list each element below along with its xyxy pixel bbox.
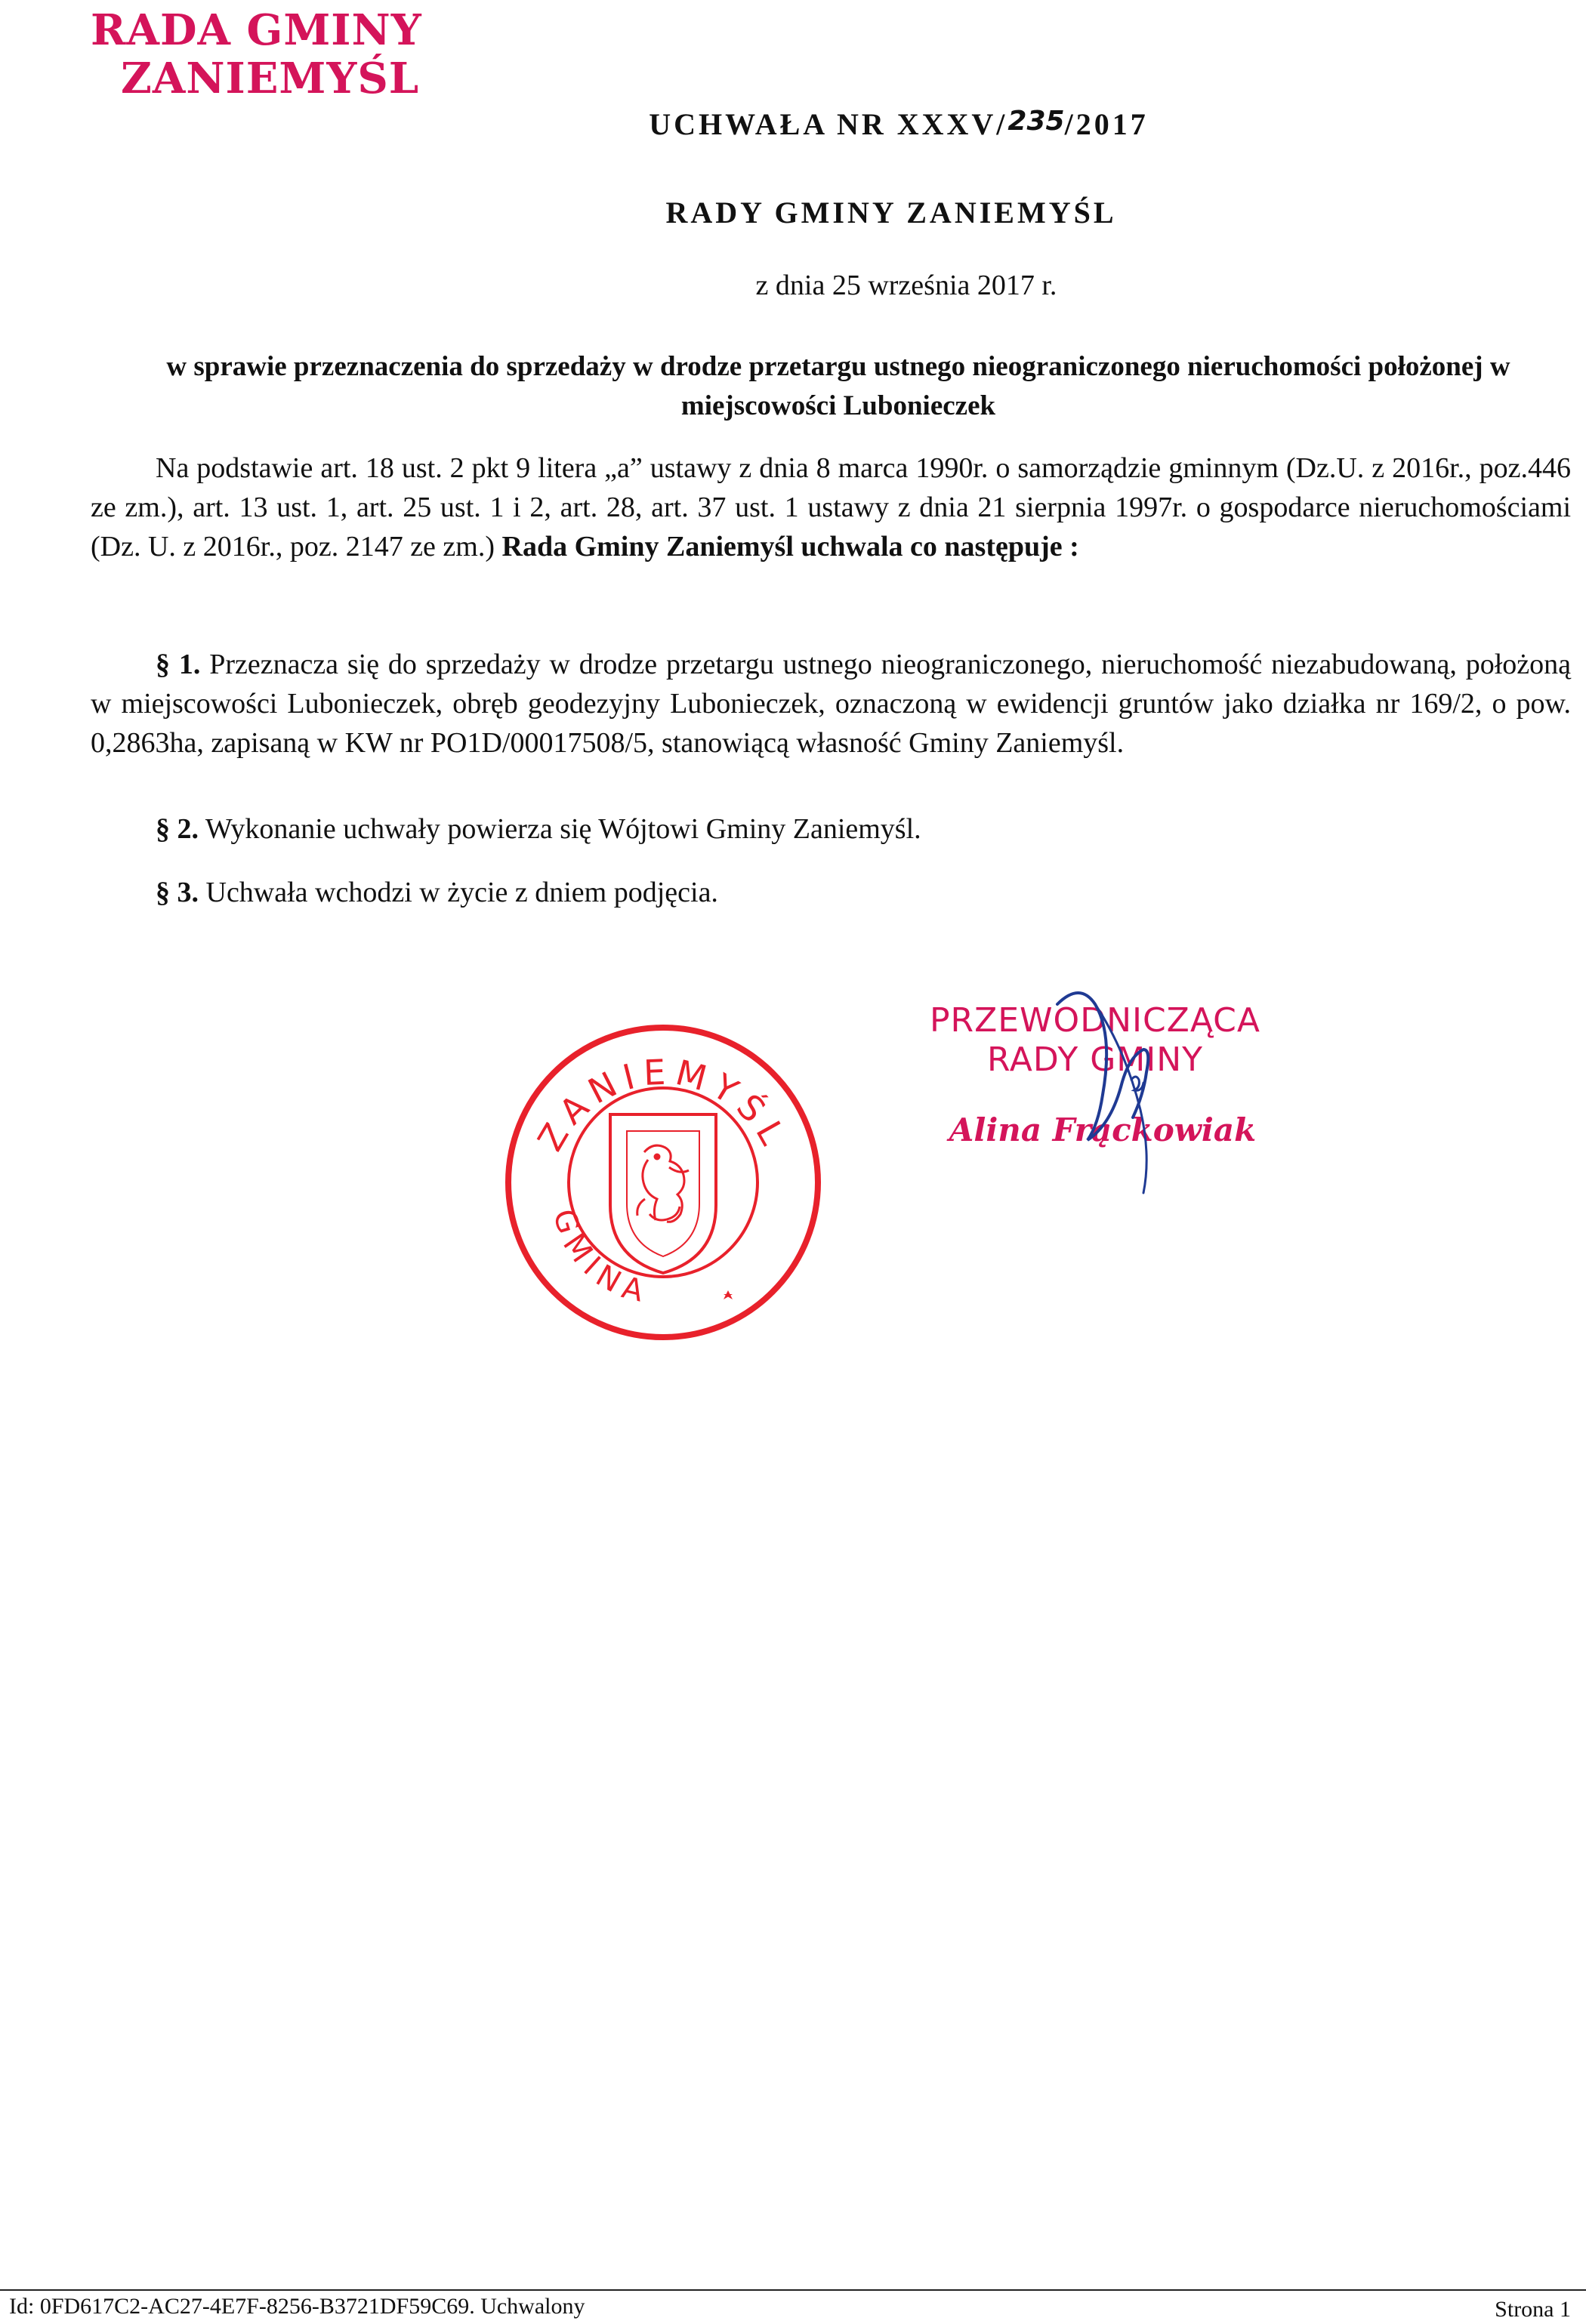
section-3 (91, 873, 1586, 912)
document-id: Id: 0FD617C2-AC27-4E7F-8256-B3721DF59C69. Uchwalony (9, 2294, 585, 2319)
council-stamp (91, 6, 453, 103)
legal-basis-paragraph (91, 448, 1571, 566)
chairperson-name: Alina Frąckowiak (949, 1111, 1257, 1148)
council-stamp-line2: ZANIEMYŚL (121, 54, 420, 103)
resolution-subject: w sprawie przeznaczenia do sprzedaży w drodze przetargu ustnego nieograniczonego nieruchomości położonej w miejscowości Lubonieczek (166, 351, 1510, 421)
section-3-text: Uchwała wchodzi w życie z dniem podjęcia. (205, 877, 718, 908)
legal-basis-text: Na podstawie art. 18 ust. 2 pkt 9 litera „a” ustawy z dnia 8 marca 1990r. o samorządzie gminnym (Dz.U. z 2016r., poz.446 ze zm.), art. 13 ust. 1, art. 25 ust. 1 i 2, art. 28, art. 37 ust. 1 ustawy z dnia 21 sierpnia 1997r. o gospodarce nieruchomościami (Dz. U. z 2016r., poz. 2147 ze zm.) (91, 452, 1571, 563)
municipal-seal (497, 1016, 829, 1348)
chairperson-title-line2: RADY GMINY (986, 1040, 1204, 1079)
footer-divider (0, 2289, 1586, 2291)
section-3-mark: § 3. (156, 877, 199, 908)
section-2 (91, 809, 1586, 849)
star-icon (724, 1290, 733, 1299)
seal-top-text: ZANIEMYŚL (529, 1051, 797, 1158)
section-1 (91, 645, 1571, 763)
handwritten-signature (1042, 974, 1284, 1216)
page-number: Strona 1 (1495, 2297, 1571, 2322)
seal-bottom-text: GMINA (545, 1205, 655, 1311)
legal-basis-enactment: Rada Gminy Zaniemyśl uchwala co następuje : (501, 531, 1079, 563)
resolution-title (0, 106, 1586, 142)
section-1-text: Przeznacza się do sprzedaży w drodze przetargu ustnego nieograniczonego, nieruchomość niezabudowaną, położoną w miejscowości Lubonieczek, obręb geodezyjny Lubonieczek, oznaczoną w ewidencji gruntów jako działka nr 169/2, o pow. 0,2863ha, zapisaną w KW nr PO1D/00017508/5, stanowiącą własność Gminy Zaniemyśl. (91, 649, 1572, 759)
title-prefix: UCHWAŁA NR XXXV/ (649, 107, 1008, 141)
coat-of-arms-inner-border (627, 1131, 699, 1256)
title-suffix: /2017 (1064, 107, 1149, 141)
resolution-date: z dnia 25 września 2017 r. (755, 270, 1057, 301)
section-1-mark: § 1. (156, 649, 201, 680)
section-2-mark: § 2. (156, 813, 199, 845)
council-stamp-line1: RADA GMINY (91, 5, 422, 55)
chairperson-title-line1: PRZEWODNICZĄCA (930, 1001, 1260, 1040)
handwritten-number: 235 (1007, 106, 1065, 137)
council-name: RADY GMINY ZANIEMYŚL (665, 196, 1117, 230)
lion-icon (637, 1145, 689, 1222)
section-2-text: Wykonanie uchwały powierza się Wójtowi Gminy Zaniemyśl. (205, 813, 921, 845)
